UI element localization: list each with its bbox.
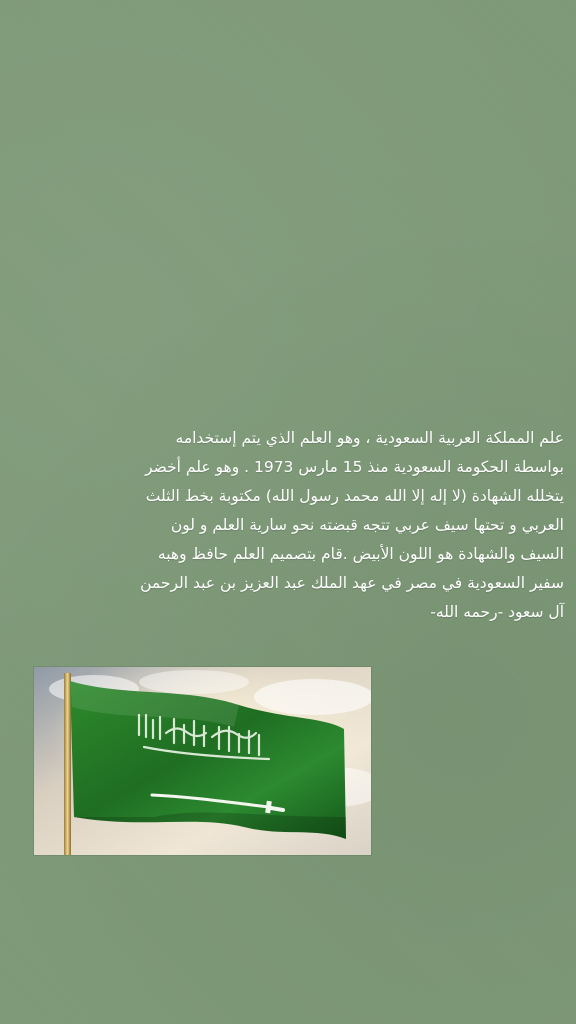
story-line: يتخلله الشهادة (لا إله إلا الله محمد رسول الله) مكتوبة بخط الثلث	[145, 487, 564, 505]
flag-pole	[64, 673, 71, 855]
story-line: السيف والشهادة هو اللون الأبيض .قام بتصميم العلم حافظ وهبه	[157, 545, 564, 563]
story-line: آل سعود -رحمه الله-	[430, 603, 564, 621]
story-line: سفير السعودية في مصر في عهد الملك عبد العزيز بن عبد الرحمن	[140, 574, 564, 592]
story-text	[48, 424, 564, 627]
saudi-flag-image	[34, 667, 371, 855]
story-line: بواسطة الحكومة السعودية منذ 15 مارس 1973 . وهو علم أخضر	[145, 458, 564, 476]
saudi-flag-photo[interactable]	[33, 666, 372, 856]
story-line: العربي و تحتها سيف عربي تتجه قبضته نحو سارية العلم و لون	[170, 516, 564, 534]
story-line: علم المملكة العربية السعودية ، وهو العلم الذي يتم إستخدامه	[175, 429, 564, 447]
